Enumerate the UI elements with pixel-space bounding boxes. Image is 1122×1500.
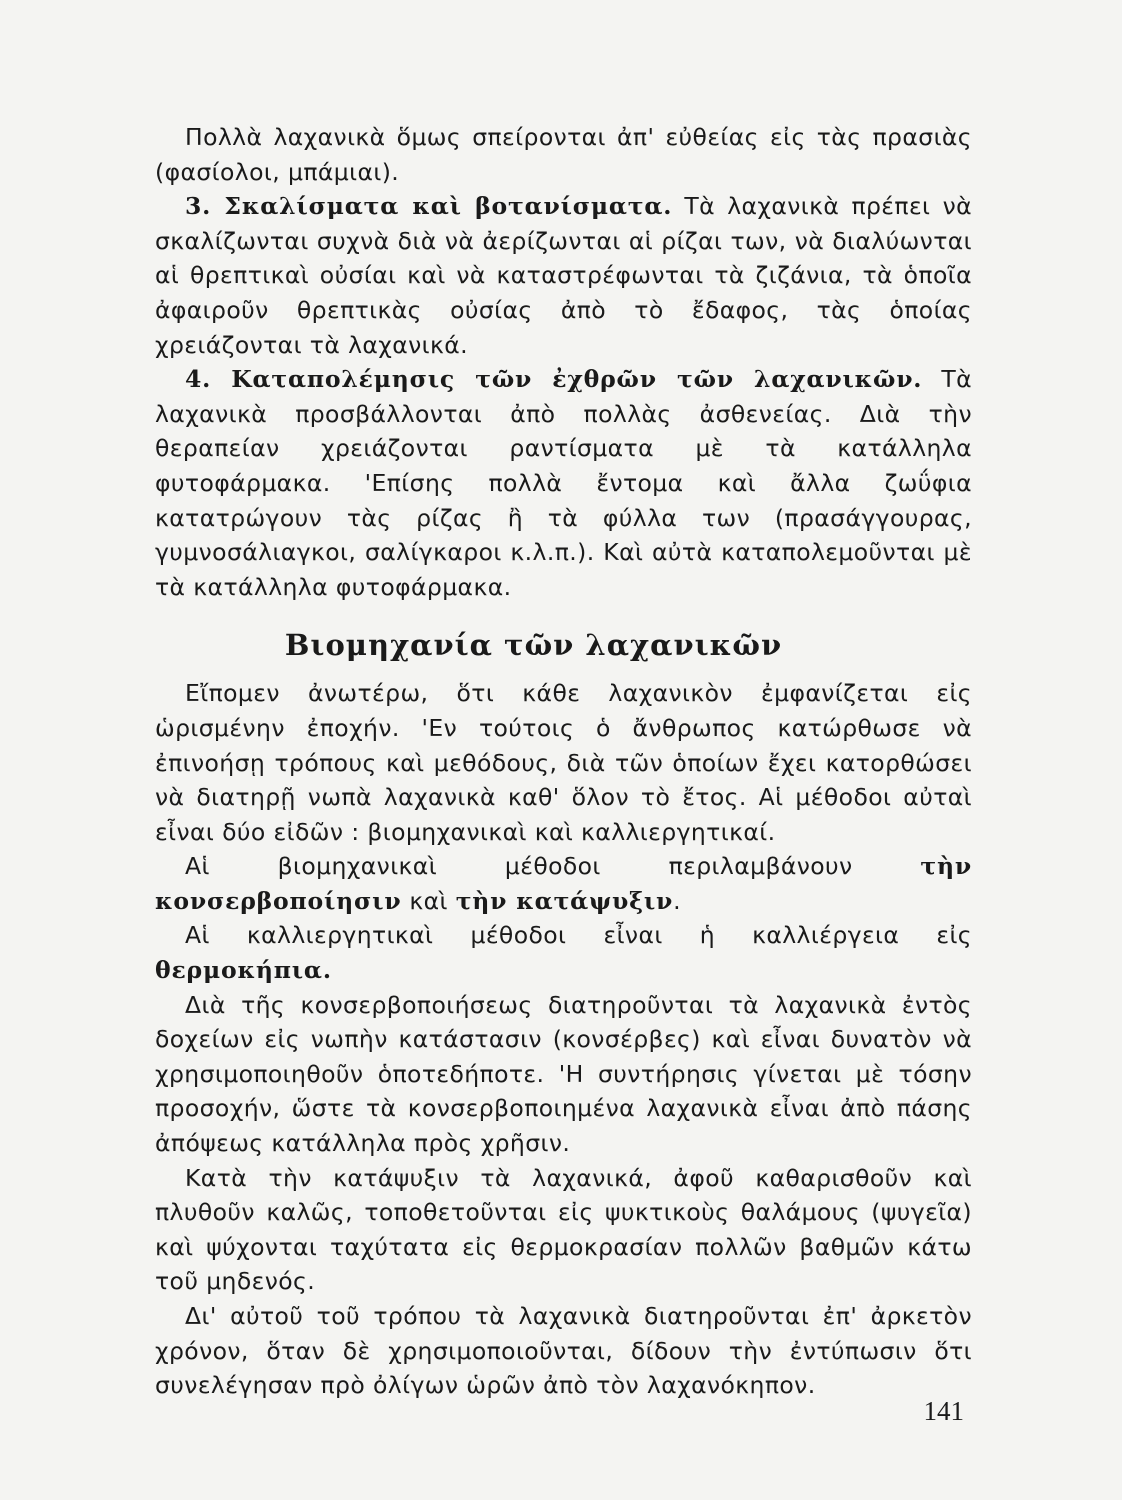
paragraph-industrial-methods bbox=[155, 849, 972, 918]
paragraph-heading: 4. Καταπολέμησις τῶν ἐχθρῶν τῶν λαχανικῶν. bbox=[185, 365, 923, 394]
paragraph-text: Τὰ λαχανικὰ προσβάλλονται ἀπὸ πολλὰς ἀσθενείας. Διὰ τὴν θεραπείαν χρειάζονται ραντίσματα μὲ τὰ κατάλληλα φυτοφάρμακα. 'Επίσης πολλὰ ἔντομα καὶ ἄλλα ζωΰφια κατατρώγουν τὰς ρίζας ἢ τὰ φύλλα των (πρασάγγουρας, γυμνοσάλιαγκοι, σαλίγκαροι κ.λ.π.). Καὶ αὐτὰ καταπολεμοῦνται μὲ τὰ κατάλληλα φυτοφάρμακα. bbox=[155, 365, 973, 601]
paragraph-text: καὶ bbox=[401, 886, 456, 915]
paragraph-freezing: Κατὰ τὴν κατάψυξιν τὰ λαχανικά, ἀφοῦ καθαρισθοῦν καὶ πλυθοῦν καλῶς, τοποθετοῦνται εἰς ψυκτικοὺς θαλάμους (ψυγεῖα) καὶ ψύχονται ταχύτατα εἰς θερμοκρασίαν πολλῶν βαθμῶν κάτω τοῦ μηδενός. bbox=[155, 1163, 972, 1296]
section-title: Βιομηχανία τῶν λαχανικῶν bbox=[284, 628, 783, 663]
paragraph-text: Αἱ βιομηχανικαὶ μέθοδοι περιλαμβάνουν bbox=[185, 852, 921, 881]
page-number: 141 bbox=[923, 1396, 964, 1426]
bold-term-canning: τὴν κονσερβοποίησιν bbox=[155, 852, 972, 915]
paragraph-sowing: Πολλὰ λαχανικὰ ὅμως σπείρονται ἀπ' εὐθείας εἰς τὰς πρασιὰς (φασίολοι, μπάμιαι). bbox=[155, 123, 972, 186]
paragraph-pest-control bbox=[155, 362, 972, 604]
paragraph-hoeing bbox=[155, 189, 972, 362]
paragraph-cultivation-methods bbox=[155, 918, 972, 987]
paragraph-text: Αἱ καλλιεργητικαὶ μέθοδοι εἶναι ἡ καλλιέργεια εἰς bbox=[185, 921, 972, 950]
bold-term-greenhouses: θερμοκήπια. bbox=[155, 956, 332, 985]
bold-term-freezing: τὴν κατάψυξιν bbox=[455, 886, 674, 915]
paragraph-heading: 3. Σκαλίσματα καὶ βοτανίσματα. bbox=[185, 192, 673, 221]
paragraph-intro: Εἴπομεν ἀνωτέρω, ὅτι κάθε λαχανικὸν ἐμφανίζεται εἰς ὡρισμένην ἐποχήν. 'Εν τούτοις ὁ ἄνθρωπος κατώρθωσε νὰ ἐπινοήσῃ τρόπους καὶ μεθόδους, διὰ τῶν ὁποίων ἔχει κατορθώσει νὰ διατηρῇ νωπὰ λαχανικὰ καθ' ὅλον τὸ ἔτος. Αἱ μέθοδοι αὐταὶ εἶναι δύο εἰδῶν : βιομηχανικαὶ καὶ καλλιεργητικαί. bbox=[155, 679, 972, 846]
paragraph-canning: Διὰ τῆς κονσερβοποιήσεως διατηροῦνται τὰ λαχανικὰ ἐντὸς δοχείων εἰς νωπὴν κατάστασιν (κονσέρβες) καὶ εἶναι δυνατὸν νὰ χρησιμοποιηθοῦν ὁποτεδήποτε. 'Η συντήρησις γίνεται μὲ τόσην προσοχήν, ὥστε τὰ κονσερβοποιημένα λαχανικὰ εἶναι ἀπὸ πάσης ἀπόψεως κατάλληλα πρὸς χρῆσιν. bbox=[155, 990, 972, 1158]
paragraph-text: . bbox=[673, 886, 681, 915]
paragraph-text: Τὰ λαχανικὰ πρέπει νὰ σκαλίζωνται συχνὰ διὰ νὰ ἀερίζωνται αἱ ρίζαι των, νὰ διαλύωνται αἱ θρεπτικαὶ οὐσίαι καὶ νὰ καταστρέφωνται τὰ ζιζάνια, τὰ ὁποῖα ἀφαιροῦν θρεπτικὰς οὐσίας ἀπὸ τὸ ἔδαφος, τὰς ὁποίας χρειάζονται τὰ λαχανικά. bbox=[155, 192, 972, 359]
paragraph-preservation: Δι' αὐτοῦ τοῦ τρόπου τὰ λαχανικὰ διατηροῦνται ἐπ' ἀρκετὸν χρόνον, ὅταν δὲ χρησιμοποιοῦνται, δίδουν τὴν ἐντύπωσιν ὅτι συνελέγησαν πρὸ ὀλίγων ὡρῶν ἀπὸ τὸν λαχανόκηπον. bbox=[155, 1302, 972, 1400]
